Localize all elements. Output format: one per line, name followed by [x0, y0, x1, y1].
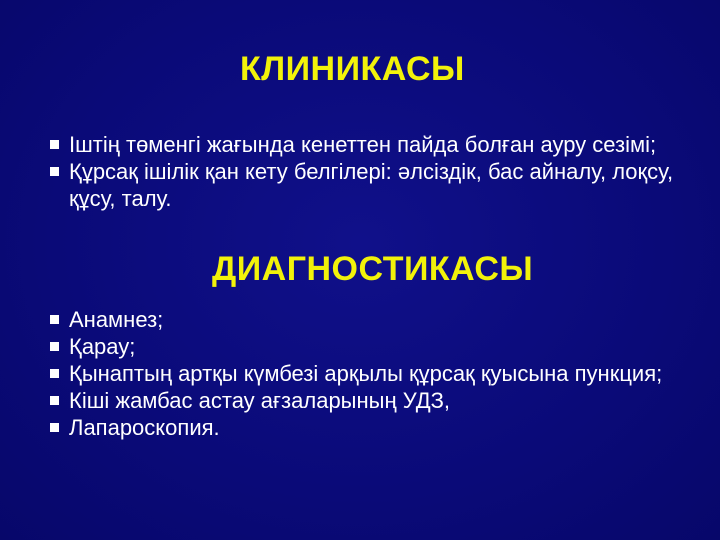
- square-bullet-icon: [50, 315, 59, 324]
- list-item: [50, 158, 690, 212]
- list-item: [50, 414, 690, 441]
- list-item: [50, 387, 690, 414]
- clinical-heading: КЛИНИКАСЫ: [240, 50, 465, 88]
- square-bullet-icon: [50, 423, 59, 432]
- diagnostics-heading: ДИАГНОСТИКАСЫ: [212, 250, 534, 288]
- list-item-text: Қынаптың артқы күмбезі арқылы құрсақ қуысына пункция;: [69, 361, 663, 386]
- list-item-text: Құрсақ ішілік қан кету белгілері: әлсіздік, бас айналу, лоқсу, құсу, талу.: [69, 159, 674, 211]
- list-item-text: Лапароскопия.: [69, 415, 220, 440]
- square-bullet-icon: [50, 342, 59, 351]
- list-item: [50, 306, 690, 333]
- list-item-text: Іштің төменгі жағында кенеттен пайда болған ауру сезімі;: [69, 132, 657, 157]
- diagnostics-list: [50, 306, 690, 441]
- list-item-text: Анамнез;: [69, 307, 164, 332]
- list-item: [50, 333, 690, 360]
- square-bullet-icon: [50, 369, 59, 378]
- list-item: [50, 131, 690, 158]
- square-bullet-icon: [50, 140, 59, 149]
- clinical-list: [50, 131, 690, 212]
- square-bullet-icon: [50, 167, 59, 176]
- list-item: [50, 360, 690, 387]
- square-bullet-icon: [50, 396, 59, 405]
- list-item-text: Қарау;: [69, 334, 136, 359]
- list-item-text: Кіші жамбас астау ағзаларының УДЗ,: [69, 388, 451, 413]
